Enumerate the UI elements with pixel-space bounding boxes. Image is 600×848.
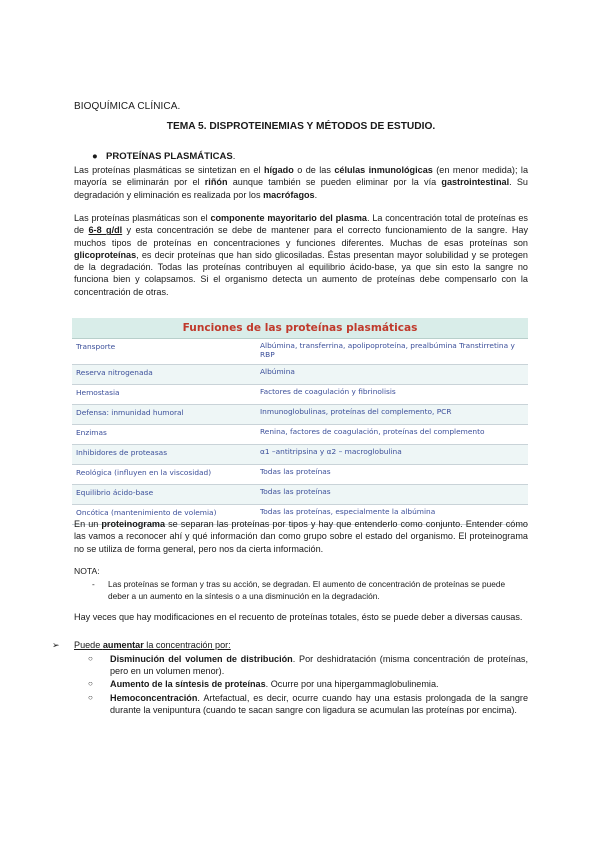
proteins-cell: α1 –antitripsina y α2 – macroglobulina xyxy=(260,447,402,456)
circle-bullet-icon: ○ xyxy=(88,693,93,702)
text-run: . Ocurre por una hipergammaglobulinemia. xyxy=(265,679,439,689)
text-run: En un xyxy=(74,519,102,529)
bold-run: riñón xyxy=(204,177,228,188)
intro-paragraph xyxy=(74,164,528,201)
bold-run: hígado xyxy=(263,165,294,175)
bold-run: macrófagos xyxy=(263,189,315,200)
text-run: , es decir proteínas que han sido glicosiladas. Éstas presentan mayor solubilidad y se protegen de la degradación. Todas las proteínas contribuyen al equilibrio ácido-base, ya que sin esto la sangre no funciona bien y colapsamos. Si el organismo detecta un aumento de proteínas debe compensarlo con la concentración de otras. xyxy=(74,249,528,297)
text-run: . La concentración total de proteínas es de xyxy=(74,213,528,236)
bold-run: Aumento de la síntesis de proteínas xyxy=(110,679,266,689)
section-suffix: . xyxy=(232,151,236,162)
increase-heading xyxy=(52,640,231,651)
bold-run: proteinograma xyxy=(101,519,166,529)
bold-run: gastrointestinal xyxy=(441,177,510,188)
text-run: o de las xyxy=(293,165,335,175)
text-run: (en menor medida); la mayoría se eliminarán por el xyxy=(74,165,528,188)
proteinogram-paragraph xyxy=(74,518,528,555)
text-run: se separan las proteínas por tipos y hay que entenderlo como conjunto. Entender cómo las vamos a reconocer ahí y qué información dan como grupo sobre el estado del organismo. El proteinograma no se utiliza de forma general, pero nos da cierta información. xyxy=(74,519,528,554)
text-run: aunque también se pueden eliminar por la vía xyxy=(227,177,442,188)
function-cell: Reserva nitrogenada xyxy=(76,368,153,377)
bold-run: Disminución del volumen de distribución xyxy=(110,654,293,664)
arrow-bullet-icon: ➢ xyxy=(52,640,60,650)
text-run: Las proteínas plasmáticas son el xyxy=(74,213,211,223)
causes-paragraph: Hay veces que hay modificaciones en el recuento de proteínas totales, ésto se puede deber a diversas causas. xyxy=(74,612,523,622)
page-title: TEMA 5. DISPROTEINEMIAS Y MÉTODOS DE ESTUDIO. xyxy=(166,121,436,132)
list-item xyxy=(88,653,529,678)
bold-run: aumentar xyxy=(102,640,144,650)
function-cell: Enzimas xyxy=(76,428,107,437)
function-cell: Defensa: inmunidad humoral xyxy=(76,408,184,417)
proteins-cell: Factores de coagulación y fibrinolisis xyxy=(260,387,396,396)
proteins-cell: Todas las proteínas, especialmente la albúmina xyxy=(260,507,436,516)
table-title: Funciones de las proteínas plasmáticas xyxy=(72,318,528,339)
text-run: . Artefactual, es decir, ocurre cuando hay una estasis prolongada de la sangre durante la venipuntura (cuando te sacan sangre con ligadura se acumulan las proteínas por encima). xyxy=(110,693,528,716)
text-run: Puede xyxy=(74,640,103,650)
proteins-cell: Renina, factores de coagulación, proteínas del complemento xyxy=(260,427,485,436)
proteins-cell: Albúmina, transferrina, apolipoproteína, prealbúmina Transtirretina y RBP xyxy=(260,341,515,359)
table-row xyxy=(72,405,528,425)
concentration-value: 6-8 g/dl xyxy=(88,225,123,236)
table-row xyxy=(72,465,528,485)
text-run: Las proteínas plasmáticas se sintetizan en el xyxy=(74,165,264,175)
dash-icon: - xyxy=(92,579,95,589)
text-run: . xyxy=(314,189,318,200)
bold-run: glicoproteínas xyxy=(74,249,137,260)
text-run: y esta concentración se debe de mantener para el correcto funcionamiento de la sangre. Hay muchos tipos de proteínas en concentraciones y funciones diferentes. Muchas de esas proteínas son xyxy=(74,225,528,248)
proteins-cell: Todas las proteínas xyxy=(260,487,331,496)
proteins-cell: Inmunoglobulinas, proteínas del complemento, PCR xyxy=(260,407,452,416)
table-row xyxy=(72,339,528,365)
table-row xyxy=(72,425,528,445)
function-cell: Inhibidores de proteasas xyxy=(76,448,168,457)
bold-run: componente mayoritario del plasma xyxy=(210,213,367,223)
function-cell: Transporte xyxy=(76,342,116,351)
bold-run: Hemoconcentración xyxy=(110,693,198,703)
function-cell: Hemostasia xyxy=(76,388,120,397)
section-heading xyxy=(92,151,235,162)
text-run: la concentración por: xyxy=(143,640,231,650)
note-label: NOTA: xyxy=(74,566,100,576)
document-header: BIOQUÍMICA CLÍNICA. xyxy=(74,101,181,112)
table-row xyxy=(72,365,528,385)
note-item xyxy=(92,579,528,602)
bold-run: células inmunológicas xyxy=(334,165,433,175)
circle-bullet-icon: ○ xyxy=(88,654,93,663)
text-run: . Por deshidratación (misma concentración de proteínas, pero en un volumen menor). xyxy=(110,654,529,677)
function-cell: Oncótica (mantenimiento de volemia) xyxy=(76,508,217,517)
text-run: . Su degradación y eliminación es realizada por los xyxy=(74,177,528,200)
function-cell: Equilibrio ácido-base xyxy=(76,488,154,497)
function-cell: Reológica (influyen en la viscosidad) xyxy=(76,468,212,477)
list-item xyxy=(88,692,528,717)
functions-table xyxy=(72,318,528,517)
bullet-icon: ● xyxy=(92,151,98,162)
section-label: PROTEÍNAS PLASMÁTICAS xyxy=(106,151,233,162)
list-item xyxy=(88,678,528,690)
table-row xyxy=(72,485,528,505)
table-row xyxy=(72,445,528,465)
proteins-cell: Albúmina xyxy=(260,367,295,376)
circle-bullet-icon: ○ xyxy=(88,679,93,688)
proteins-cell: Todas las proteínas xyxy=(260,467,331,476)
note-text: Las proteínas se forman y tras su acción, se degradan. El aumento de concentración de proteínas se puede deber a un aumento en la síntesis o a una disminución en la degradación. xyxy=(108,579,506,601)
plasma-paragraph xyxy=(74,212,528,298)
table-row xyxy=(72,385,528,405)
